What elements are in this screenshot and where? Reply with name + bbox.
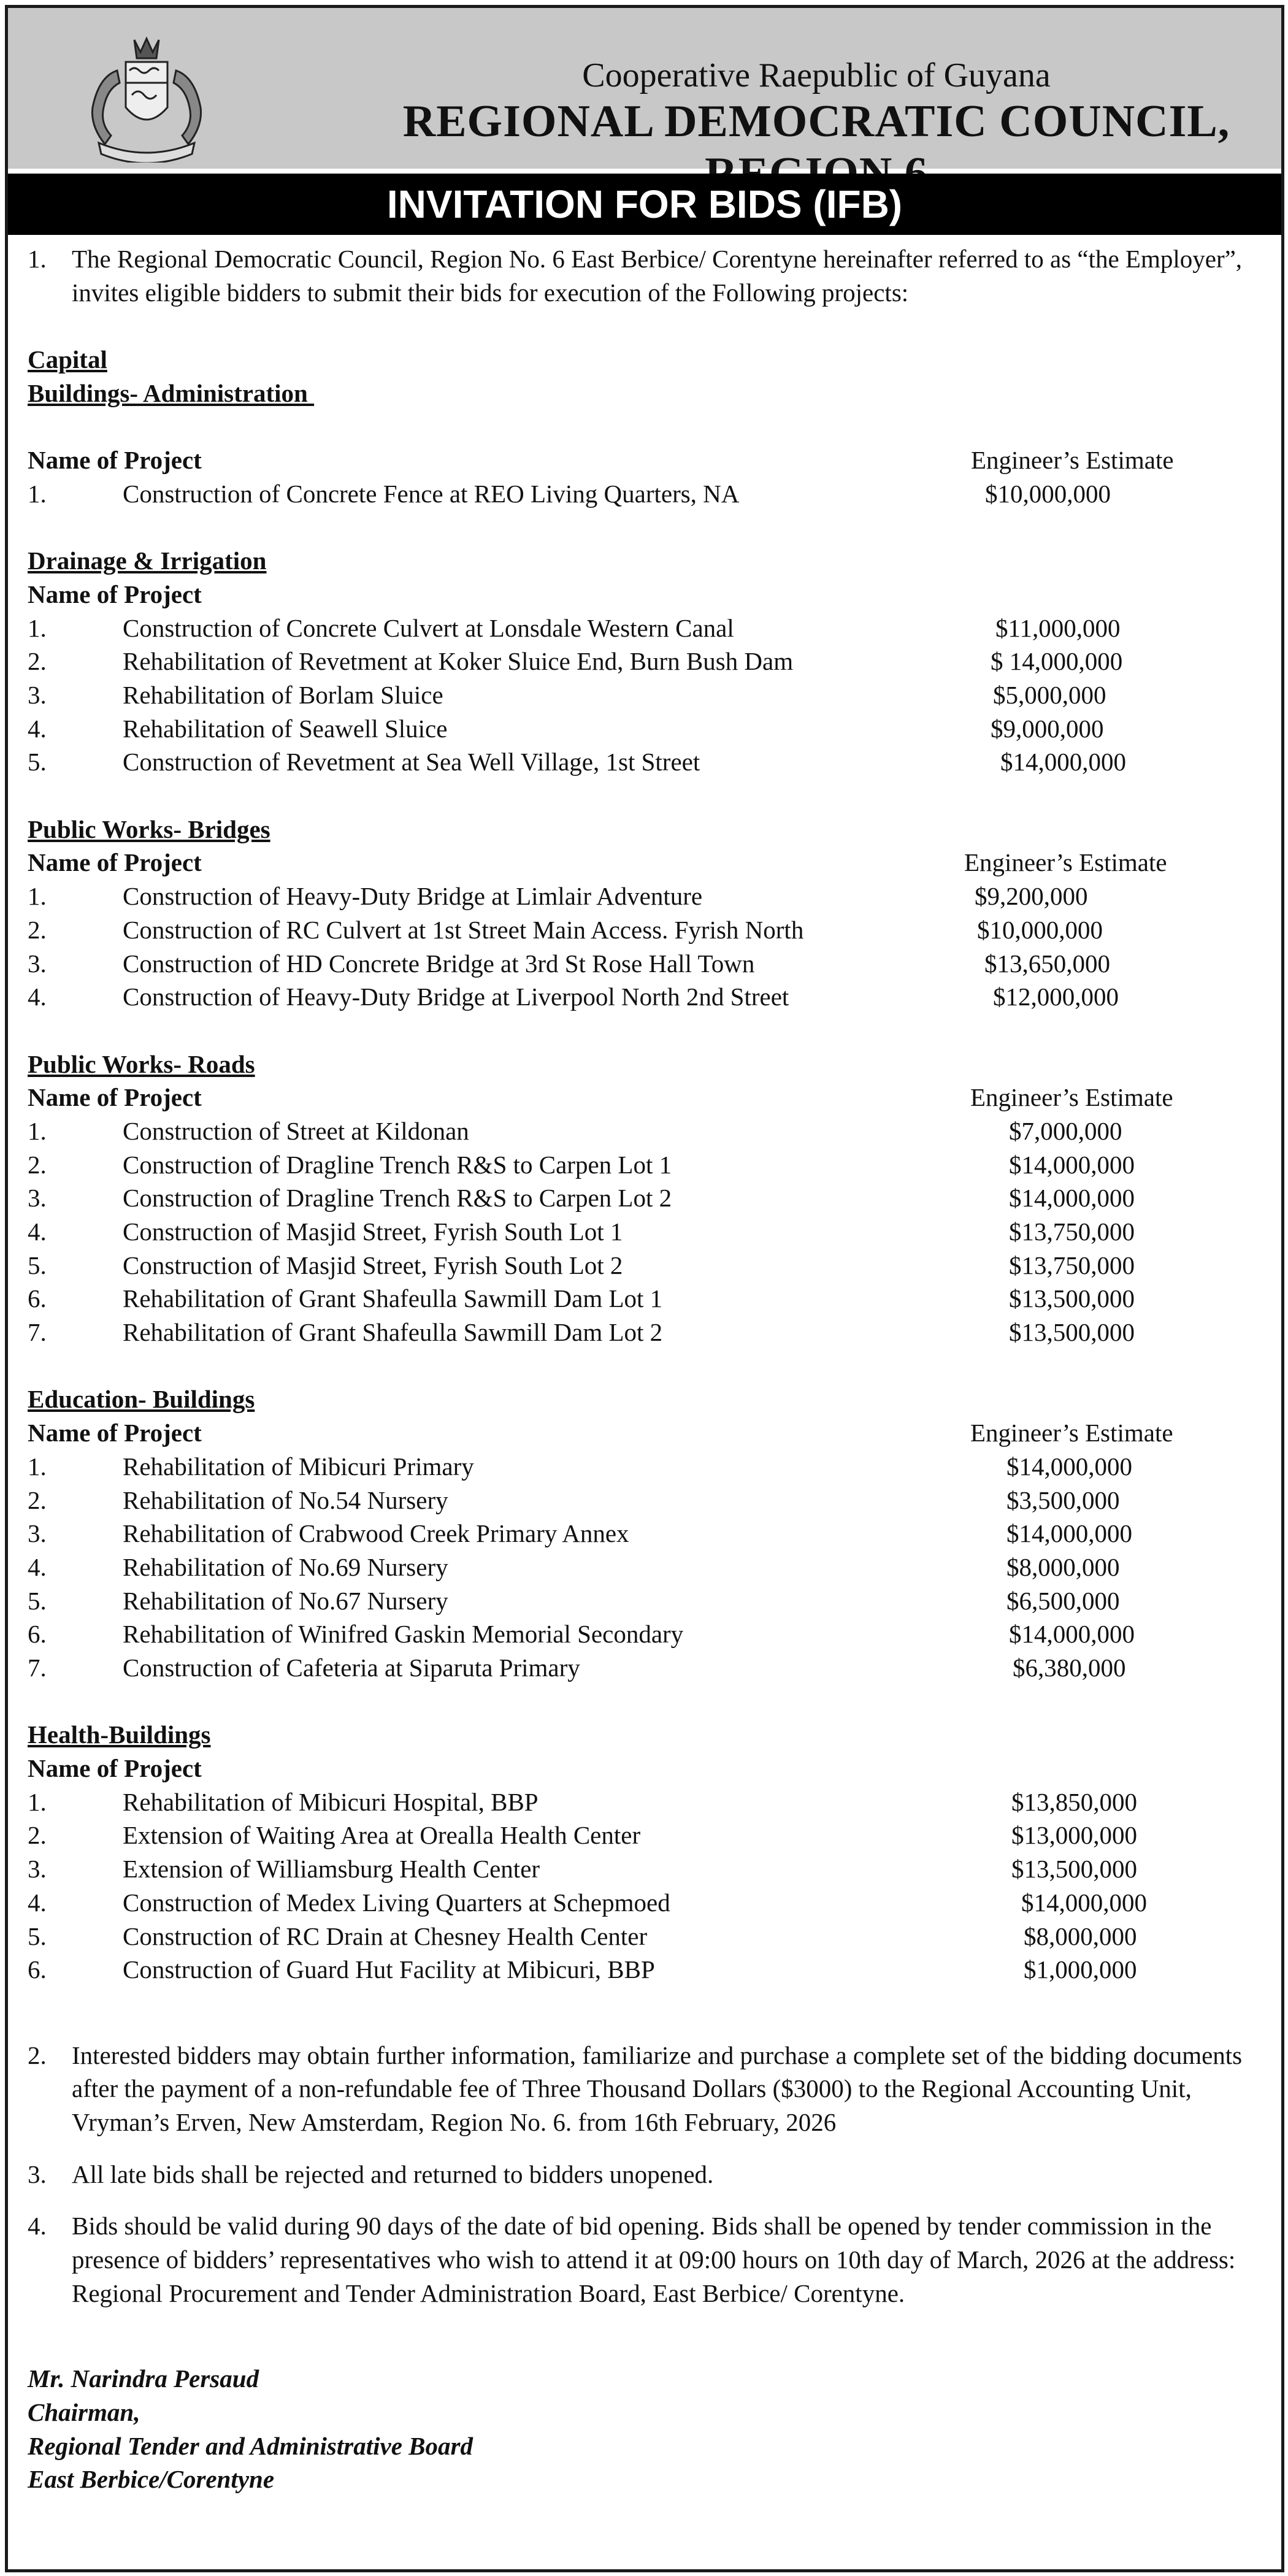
project-name: Construction of Dragline Trench R&S to Carpen Lot 2: [123, 1184, 672, 1213]
project-estimate: $11,000,000: [995, 613, 1121, 642]
project-estimate: $6,500,000: [1006, 1586, 1120, 1615]
table-row: [28, 1785, 1260, 1819]
project-estimate: $8,000,000: [1024, 1922, 1137, 1950]
column-estimate-label: Engineer’s Estimate: [970, 1083, 1173, 1112]
project-name: Construction of Heavy-Duty Bridge at Limlair Adventure: [123, 882, 703, 911]
table-row: [28, 1886, 1260, 1920]
project-name: Rehabilitation of No.67 Nursery: [123, 1586, 448, 1615]
advertisement-frame: [5, 5, 1284, 2572]
intro-paragraph: [28, 242, 1260, 309]
document-body: [28, 242, 1260, 2496]
table-row: [28, 913, 1260, 947]
table-row: [28, 1584, 1260, 1618]
section-title-drainage-irrigation: Drainage & Irrigation: [28, 546, 267, 575]
paragraph-number: 1.: [28, 245, 47, 273]
project-estimate: $14,000,000: [1021, 1888, 1147, 1917]
row-number: 2.: [28, 1485, 47, 1514]
project-estimate: $9,000,000: [991, 714, 1104, 743]
column-name-label: Name of Project: [28, 1754, 202, 1783]
row-number: 7.: [28, 1654, 47, 1682]
project-estimate: $7,000,000: [1009, 1116, 1122, 1145]
project-name: Rehabilitation of Mibicuri Hospital, BBP: [123, 1787, 539, 1816]
capital-heading: Capital: [28, 345, 107, 374]
project-name: Rehabilitation of Grant Shafeulla Sawmill Dam Lot 2: [123, 1318, 663, 1347]
signatory-region: East Berbice/Corentyne: [28, 2465, 275, 2494]
table-row: [28, 980, 1260, 1014]
project-estimate: $10,000,000: [985, 479, 1111, 508]
header: [8, 8, 1281, 169]
project-name: Construction of RC Drain at Chesney Health Center: [123, 1922, 648, 1950]
row-number: 3.: [28, 1184, 47, 1213]
column-header: [28, 1081, 1260, 1114]
column-name-label: Name of Project: [28, 1083, 202, 1112]
row-number: 4.: [28, 1552, 47, 1581]
column-header: [28, 846, 1260, 880]
table-row: [28, 1450, 1260, 1484]
column-estimate-label: Engineer’s Estimate: [971, 446, 1174, 475]
section-title-buildings-administration: Buildings- Administration: [28, 378, 315, 407]
project-estimate: $13,650,000: [984, 949, 1110, 978]
signatory-name: Mr. Narindra Persaud: [28, 2364, 259, 2393]
row-number: 4.: [28, 1217, 47, 1246]
project-name: Construction of RC Culvert at 1st Street Main Access. Fyrish North: [123, 915, 804, 944]
row-number: 6.: [28, 1620, 47, 1649]
table-row: [28, 1852, 1260, 1886]
project-estimate: $13,750,000: [1009, 1251, 1135, 1279]
paragraph-number: 3.: [28, 2160, 47, 2188]
project-estimate: $13,500,000: [1009, 1284, 1135, 1313]
republic-name: Cooperative Raepublic of Guyana: [582, 56, 1051, 94]
project-estimate: $13,000,000: [1011, 1821, 1137, 1850]
table-row: [28, 1316, 1260, 1349]
row-number: 5.: [28, 1586, 47, 1615]
column-estimate-label: Engineer’s Estimate: [970, 1419, 1173, 1447]
paragraph-number: 2.: [28, 2041, 47, 2069]
project-estimate: $3,500,000: [1006, 1485, 1120, 1514]
table-row: [28, 477, 1260, 511]
project-estimate: $ 14,000,000: [991, 647, 1123, 676]
project-estimate: $14,000,000: [1009, 1150, 1135, 1179]
row-number: 3.: [28, 681, 47, 710]
project-name: Extension of Williamsburg Health Center: [123, 1855, 540, 1884]
table-row: [28, 1249, 1260, 1282]
table-row: [28, 1517, 1260, 1551]
project-name: Rehabilitation of No.54 Nursery: [123, 1485, 448, 1514]
column-header: [28, 578, 1260, 611]
project-name: Construction of HD Concrete Bridge at 3rd St Rose Hall Town: [123, 949, 755, 978]
table-row: [28, 1651, 1260, 1685]
row-number: 5.: [28, 748, 47, 776]
table-row: [28, 1114, 1260, 1148]
project-estimate: $13,750,000: [1009, 1217, 1135, 1246]
row-number: 2.: [28, 1821, 47, 1850]
table-row: [28, 880, 1260, 913]
paragraph-text: Bids should be valid during 90 days of the date of bid opening. Bids shall be opened by tender commission in the presence of bidders’ representatives who wish to attend it at 09:00 hours on 10th day of March, 2026 at the address: Regional Procurement and Tender Administration Board, East Berbice/ Corentyne.: [72, 2212, 1236, 2307]
table-row: [28, 1551, 1260, 1584]
project-estimate: $13,500,000: [1011, 1855, 1137, 1884]
row-number: 1.: [28, 1116, 47, 1145]
project-name: Construction of Cafeteria at Siparuta Primary: [123, 1654, 580, 1682]
table-row: [28, 1215, 1260, 1249]
section-title-public-works-roads: Public Works- Roads: [28, 1049, 255, 1078]
table-row: [28, 745, 1260, 779]
table-row: [28, 1920, 1260, 1953]
paragraph-text: All late bids shall be rejected and returned to bidders unopened.: [72, 2160, 714, 2188]
project-name: Rehabilitation of Crabwood Creek Primary Annex: [123, 1519, 629, 1548]
section-title-health-buildings: Health-Buildings: [28, 1720, 211, 1749]
column-name-label: Name of Project: [28, 848, 202, 877]
row-number: 1.: [28, 1452, 47, 1481]
table-row: [28, 1282, 1260, 1316]
paragraph-text: The Regional Democratic Council, Region No. 6 East Berbice/ Corentyne hereinafter referred to as “the Employer”, invites eligible bidders to submit their bids for execution of the Following projects:: [72, 245, 1243, 307]
row-number: 3.: [28, 1855, 47, 1884]
project-estimate: $12,000,000: [993, 983, 1119, 1011]
row-number: 1.: [28, 479, 47, 508]
project-estimate: $9,200,000: [975, 882, 1088, 911]
project-estimate: $14,000,000: [1009, 1620, 1135, 1649]
project-name: Extension of Waiting Area at Orealla Health Center: [123, 1821, 641, 1850]
project-name: Construction of Revetment at Sea Well Village, 1st Street: [123, 748, 700, 776]
project-name: Construction of Masjid Street, Fyrish South Lot 2: [123, 1251, 623, 1279]
project-name: Rehabilitation of Revetment at Koker Sluice End, Burn Bush Dam: [123, 647, 794, 676]
project-name: Rehabilitation of Mibicuri Primary: [123, 1452, 474, 1481]
project-name: Construction of Concrete Culvert at Lonsdale Western Canal: [123, 613, 734, 642]
project-estimate: $14,000,000: [1000, 748, 1126, 776]
column-name-label: Name of Project: [28, 580, 202, 608]
row-number: 1.: [28, 882, 47, 911]
project-name: Rehabilitation of Winifred Gaskin Memorial Secondary: [123, 1620, 684, 1649]
project-estimate: $14,000,000: [1009, 1184, 1135, 1213]
project-estimate: $14,000,000: [1006, 1519, 1132, 1548]
project-estimate: $6,380,000: [1013, 1654, 1126, 1682]
section-title-education-buildings: Education- Buildings: [28, 1385, 255, 1414]
paragraph-4: [28, 2209, 1260, 2310]
row-number: 5.: [28, 1251, 47, 1279]
project-name: Construction of Medex Living Quarters at Schepmoed: [123, 1888, 670, 1917]
column-estimate-label: Engineer’s Estimate: [964, 848, 1167, 877]
table-row: [28, 1148, 1260, 1182]
project-name: Rehabilitation of No.69 Nursery: [123, 1552, 448, 1581]
row-number: 2.: [28, 915, 47, 944]
row-number: 4.: [28, 714, 47, 743]
column-header: [28, 1416, 1260, 1450]
project-name: Construction of Guard Hut Facility at Mibicuri, BBP: [123, 1955, 655, 1984]
column-header: [28, 1752, 1260, 1785]
table-row: [28, 1181, 1260, 1215]
project-estimate: $13,850,000: [1011, 1787, 1137, 1816]
row-number: 3.: [28, 1519, 47, 1548]
row-number: 2.: [28, 647, 47, 676]
project-name: Rehabilitation of Grant Shafeulla Sawmill Dam Lot 1: [123, 1284, 663, 1313]
row-number: 4.: [28, 1888, 47, 1917]
table-row: [28, 712, 1260, 746]
table-row: [28, 1953, 1260, 1987]
council-name: REGIONAL DEMOCRATIC COUNCIL,: [402, 96, 1230, 147]
section-title-public-works-bridges: Public Works- Bridges: [28, 815, 270, 843]
paragraph-2: [28, 2039, 1260, 2139]
paragraph-3: [28, 2158, 1260, 2191]
project-estimate: $13,500,000: [1009, 1318, 1135, 1347]
ifb-banner: INVITATION FOR BIDS (IFB): [8, 174, 1281, 235]
project-estimate: $5,000,000: [993, 681, 1106, 710]
table-row: [28, 645, 1260, 678]
paragraph-text: Interested bidders may obtain further information, familiarize and purchase a complete set of the bidding documents after the payment of a non-refundable fee of Three Thousand Dollars ($3000) to the Regional Accounting Unit, Vryman’s Erven, New Amsterdam, Region No. 6. from 16th February, 2026: [72, 2041, 1243, 2136]
table-row: [28, 1617, 1260, 1651]
table-row: [28, 611, 1260, 645]
project-name: Construction of Concrete Fence at REO Living Quarters, NA: [123, 479, 740, 508]
column-name-label: Name of Project: [28, 446, 202, 475]
project-name: Rehabilitation of Seawell Sluice: [123, 714, 448, 743]
column-header: [28, 443, 1260, 477]
project-estimate: $14,000,000: [1006, 1452, 1132, 1481]
table-row: [28, 678, 1260, 712]
project-name: Construction of Masjid Street, Fyrish South Lot 1: [123, 1217, 623, 1246]
column-name-label: Name of Project: [28, 1419, 202, 1447]
project-name: Construction of Street at Kildonan: [123, 1116, 469, 1145]
row-number: 6.: [28, 1284, 47, 1313]
row-number: 6.: [28, 1955, 47, 1984]
project-name: Construction of Heavy-Duty Bridge at Liverpool North 2nd Street: [123, 983, 789, 1011]
table-row: [28, 947, 1260, 981]
row-number: 4.: [28, 983, 47, 1011]
row-number: 1.: [28, 613, 47, 642]
project-name: Rehabilitation of Borlam Sluice: [123, 681, 443, 710]
row-number: 7.: [28, 1318, 47, 1347]
row-number: 1.: [28, 1787, 47, 1816]
project-name: Construction of Dragline Trench R&S to Carpen Lot 1: [123, 1150, 672, 1179]
project-estimate: $8,000,000: [1006, 1552, 1120, 1581]
row-number: 2.: [28, 1150, 47, 1179]
project-estimate: $10,000,000: [977, 915, 1103, 944]
row-number: 5.: [28, 1922, 47, 1950]
signatory-title: Chairman,: [28, 2398, 140, 2426]
signatory-board: Regional Tender and Administrative Board: [28, 2431, 473, 2460]
project-estimate: $1,000,000: [1024, 1955, 1137, 1984]
paragraph-number: 4.: [28, 2212, 47, 2241]
row-number: 3.: [28, 949, 47, 978]
table-row: [28, 1484, 1260, 1517]
table-row: [28, 1819, 1260, 1852]
